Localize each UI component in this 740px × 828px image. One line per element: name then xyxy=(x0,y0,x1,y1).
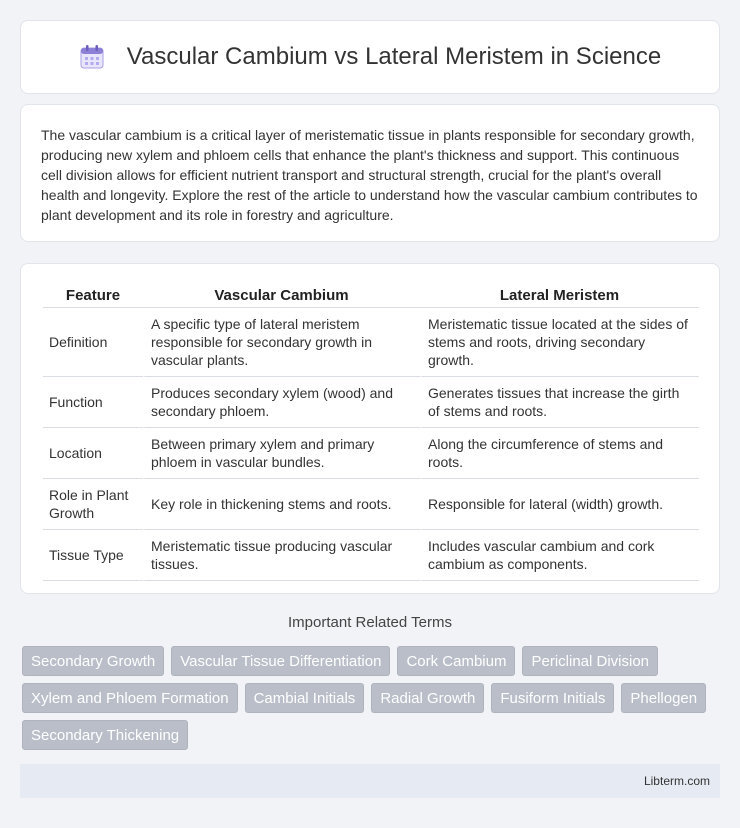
related-term-tag[interactable]: Fusiform Initials xyxy=(491,683,614,713)
column-header-feature: Feature xyxy=(43,282,143,308)
row-vascular-cambium: A specific type of lateral meristem responsible for secondary growth in vascular plants. xyxy=(143,308,420,377)
row-vascular-cambium: Produces secondary xylem (wood) and secondary phloem. xyxy=(143,377,420,428)
table-row xyxy=(43,479,699,530)
row-lateral-meristem: Includes vascular cambium and cork cambium as components. xyxy=(420,530,699,581)
page-title: Vascular Cambium vs Lateral Meristem in Science xyxy=(126,43,662,70)
intro-card xyxy=(20,104,720,242)
row-feature: Role in Plant Growth xyxy=(43,479,143,530)
table-row xyxy=(43,530,699,581)
related-term-tag[interactable]: Xylem and Phloem Formation xyxy=(22,683,238,713)
row-lateral-meristem: Responsible for lateral (width) growth. xyxy=(420,479,699,530)
column-header-vascular-cambium: Vascular Cambium xyxy=(143,282,420,308)
row-lateral-meristem: Along the circumference of stems and roots. xyxy=(420,428,699,479)
calendar-icon xyxy=(79,44,105,70)
header-card xyxy=(20,20,720,94)
related-term-tag[interactable]: Cork Cambium xyxy=(397,646,515,676)
row-vascular-cambium: Between primary xylem and primary phloem in vascular bundles. xyxy=(143,428,420,479)
related-term-tag[interactable]: Phellogen xyxy=(621,683,706,713)
row-feature: Definition xyxy=(43,308,143,377)
related-term-tag[interactable]: Secondary Thickening xyxy=(22,720,188,750)
related-term-tag[interactable]: Vascular Tissue Differentiation xyxy=(171,646,390,676)
related-term-tag[interactable]: Radial Growth xyxy=(371,683,484,713)
row-feature: Tissue Type xyxy=(43,530,143,581)
comparison-table xyxy=(43,282,699,581)
row-lateral-meristem: Meristematic tissue located at the sides of stems and roots, driving secondary growth. xyxy=(420,308,699,377)
row-vascular-cambium: Meristematic tissue producing vascular tissues. xyxy=(143,530,420,581)
table-row xyxy=(43,377,699,428)
related-term-tag[interactable]: Cambial Initials xyxy=(245,683,365,713)
row-lateral-meristem: Generates tissues that increase the girth of stems and roots. xyxy=(420,377,699,428)
related-terms-title: Important Related Terms xyxy=(288,614,452,631)
row-feature: Location xyxy=(43,428,143,479)
related-term-tag[interactable]: Periclinal Division xyxy=(522,646,658,676)
column-header-lateral-meristem: Lateral Meristem xyxy=(420,282,699,308)
footer-site-link[interactable]: Libterm.com xyxy=(643,774,710,788)
row-feature: Function xyxy=(43,377,143,428)
table-header-row xyxy=(43,282,699,308)
intro-text: The vascular cambium is a critical layer of meristematic tissue in plants responsible for secondary growth, producing new xylem and phloem cells that enhance the plant's thickness and support. This continuous cell division allows for efficient nutrient transport and structural strength, crucial for the plant's overall health and longevity. Explore the rest of the article to understand how the vascular cambium contributes to plant development and its role in forestry and agriculture. xyxy=(41,127,698,223)
table-row xyxy=(43,308,699,377)
related-terms-list xyxy=(22,646,722,757)
comparison-table-card xyxy=(20,263,720,594)
related-term-tag[interactable]: Secondary Growth xyxy=(22,646,164,676)
footer xyxy=(20,764,720,798)
table-row xyxy=(43,428,699,479)
row-vascular-cambium: Key role in thickening stems and roots. xyxy=(143,479,420,530)
